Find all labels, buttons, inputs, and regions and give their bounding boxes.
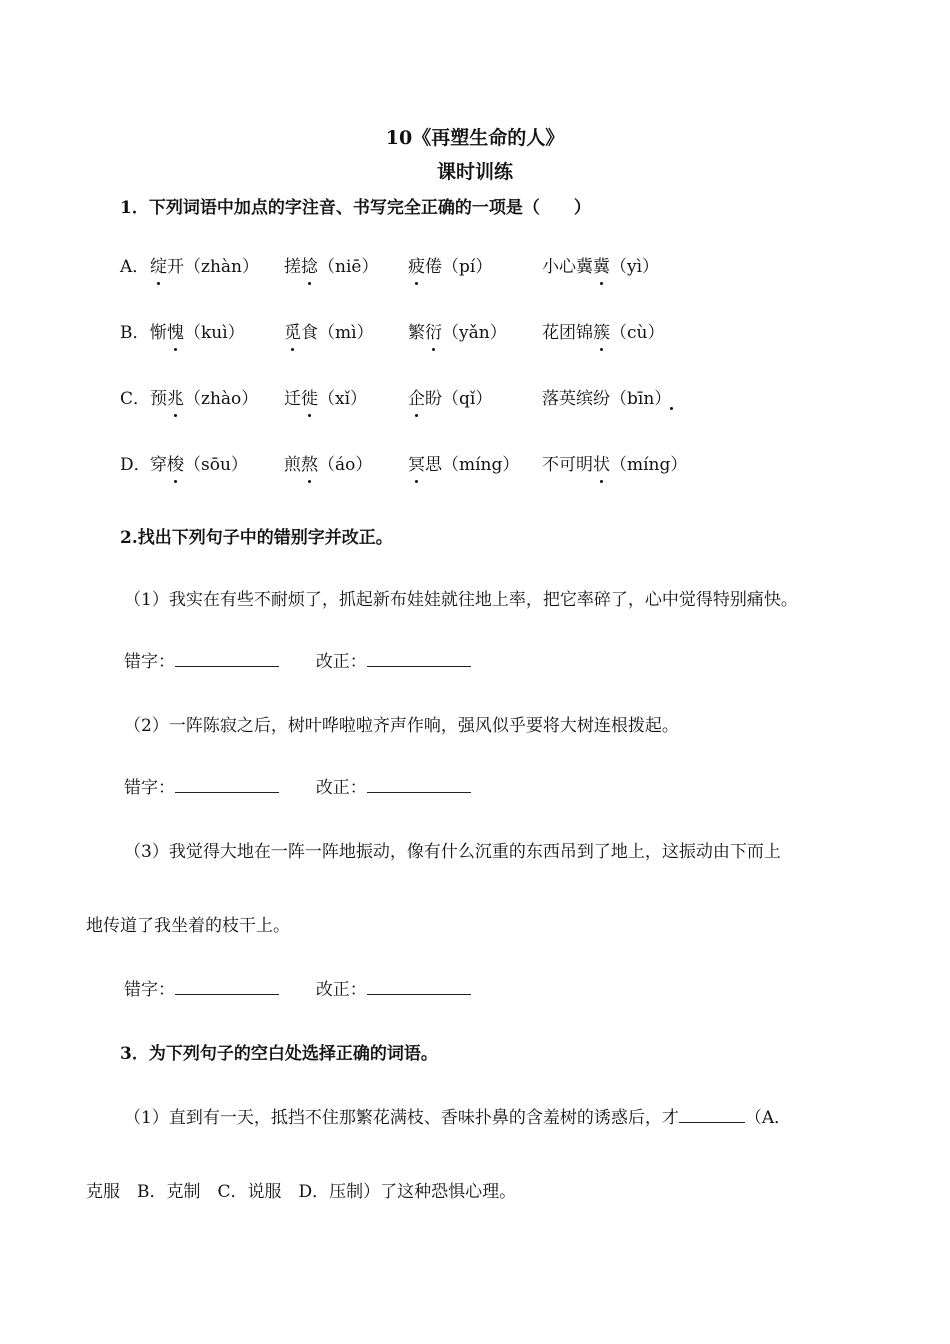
fill-blank[interactable] (679, 1106, 745, 1123)
word-part: 搓 (284, 257, 301, 277)
word-part: （sōu） (184, 455, 248, 475)
word-part: （áo） (318, 455, 373, 475)
answer-row-3 (124, 978, 471, 1002)
correction-label: 改正： (315, 652, 367, 672)
word-part: 小心冀 (542, 257, 593, 277)
document-title: 10《再塑生命的人》 (385, 127, 565, 149)
word-part: 穿 (150, 455, 167, 475)
question-2-stem: 2.找出下列句子中的错别字并改正。 (120, 528, 393, 548)
option-word (284, 453, 372, 477)
dotted-character: 兆 (167, 389, 184, 409)
option-word (284, 387, 367, 411)
correction-blank[interactable] (367, 776, 471, 793)
option-label: D． (120, 455, 151, 475)
wrong-char-label: 错字： (124, 980, 175, 1000)
word-part: 思（míng） (425, 455, 520, 475)
option-label: B． (120, 323, 150, 343)
wrong-char-label: 错字： (124, 652, 175, 672)
wrong-char-label: 错字： (124, 778, 175, 798)
dotted-character: 企 (408, 389, 425, 409)
word-part: （kuì） (184, 323, 245, 343)
word-part: 繁 (408, 323, 425, 343)
answer-row-1 (124, 650, 471, 674)
option-word (150, 453, 248, 477)
correction-label: 改正： (315, 778, 367, 798)
option-word (408, 387, 492, 411)
word-part: （cù） (610, 323, 665, 343)
word-part: 倦（pí） (425, 257, 493, 277)
dotted-character: 觅 (284, 323, 301, 343)
option-word (542, 255, 659, 279)
question-2-sentence-2: （2）一阵陈寂之后，树叶哗啦啦齐声作响，强风似乎要将大树连根拨起。 (124, 716, 679, 736)
word-part: （míng） (610, 455, 688, 475)
word-part: 开（zhàn） (167, 257, 259, 277)
correction-label: 改正： (315, 980, 367, 1000)
option-word (150, 387, 258, 411)
word-part: 落英缤纷（bīn） (542, 389, 672, 409)
dotted-character: 疲 (408, 257, 425, 277)
question-3-choices: 克服 B．克制 C．说服 D．压制）了这种恐惧心理。 (86, 1182, 517, 1202)
question-3-stem: 3．为下列句子的空白处选择正确的词语。 (120, 1044, 438, 1064)
dotted-character: 状 (593, 455, 610, 475)
dotted-character: 簇 (593, 323, 610, 343)
option-label: C． (120, 389, 151, 409)
word-part: （zhào） (184, 389, 259, 409)
dotted-character: 熬 (301, 455, 318, 475)
question-2-sentence-3-cont: 地传道了我坐着的枝干上。 (86, 916, 290, 936)
dotted-character: 绽 (150, 257, 167, 277)
answer-row-2 (124, 776, 471, 800)
question-2-sentence-1: （1）我实在有些不耐烦了，抓起新布娃娃就往地上率，把它率碎了，心中觉得特别痛快。 (124, 590, 798, 610)
option-word (284, 255, 378, 279)
word-part: （yǎn） (442, 323, 507, 343)
option-word (284, 321, 374, 345)
dotted-character: 梭 (167, 455, 184, 475)
word-part: （xǐ） (318, 389, 368, 409)
word-part: 盼（qǐ） (425, 389, 493, 409)
word-part: 预 (150, 389, 167, 409)
word-part: 迁 (284, 389, 301, 409)
wrong-char-blank[interactable] (175, 650, 279, 667)
option-word (150, 321, 245, 345)
option-word (542, 453, 687, 477)
question-3-sentence-1 (124, 1106, 791, 1130)
word-part: （yì） (610, 257, 660, 277)
option-label: A． (120, 257, 150, 277)
question-1-stem: 1．下列词语中加点的字注音、书写完全正确的一项是（ ） (120, 198, 591, 218)
dotted-character: 衍 (425, 323, 442, 343)
word-part: 惭 (150, 323, 167, 343)
choice-open: （A． (744, 1108, 792, 1128)
wrong-char-blank[interactable] (175, 978, 279, 995)
word-part: 煎 (284, 455, 301, 475)
correction-blank[interactable] (367, 650, 471, 667)
option-word (408, 321, 507, 345)
correction-blank[interactable] (367, 978, 471, 995)
option-word (408, 453, 519, 477)
word-part: 花团锦 (542, 323, 593, 343)
wrong-char-blank[interactable] (175, 776, 279, 793)
option-word (150, 255, 259, 279)
dotted-character: 捻 (301, 257, 318, 277)
word-part: （niē） (318, 257, 379, 277)
dotted-character: 愧 (167, 323, 184, 343)
option-word (542, 321, 664, 345)
option-word (542, 387, 671, 411)
question-2-sentence-3: （3）我觉得大地在一阵一阵地振动，像有什么沉重的东西吊到了地上，这振动由下而上 (124, 842, 781, 862)
document-subtitle: 课时训练 (436, 161, 513, 183)
dotted-character: 徙 (301, 389, 318, 409)
dotted-character: 冥 (408, 455, 425, 475)
sentence-text: （1）直到有一天，抵挡不住那繁花满枝、香味扑鼻的含羞树的诱惑后，才 (124, 1108, 679, 1128)
dotted-character: 冀 (593, 257, 610, 277)
word-part: 不可明 (542, 455, 593, 475)
word-part: 食（mì） (301, 323, 374, 343)
option-word (408, 255, 492, 279)
